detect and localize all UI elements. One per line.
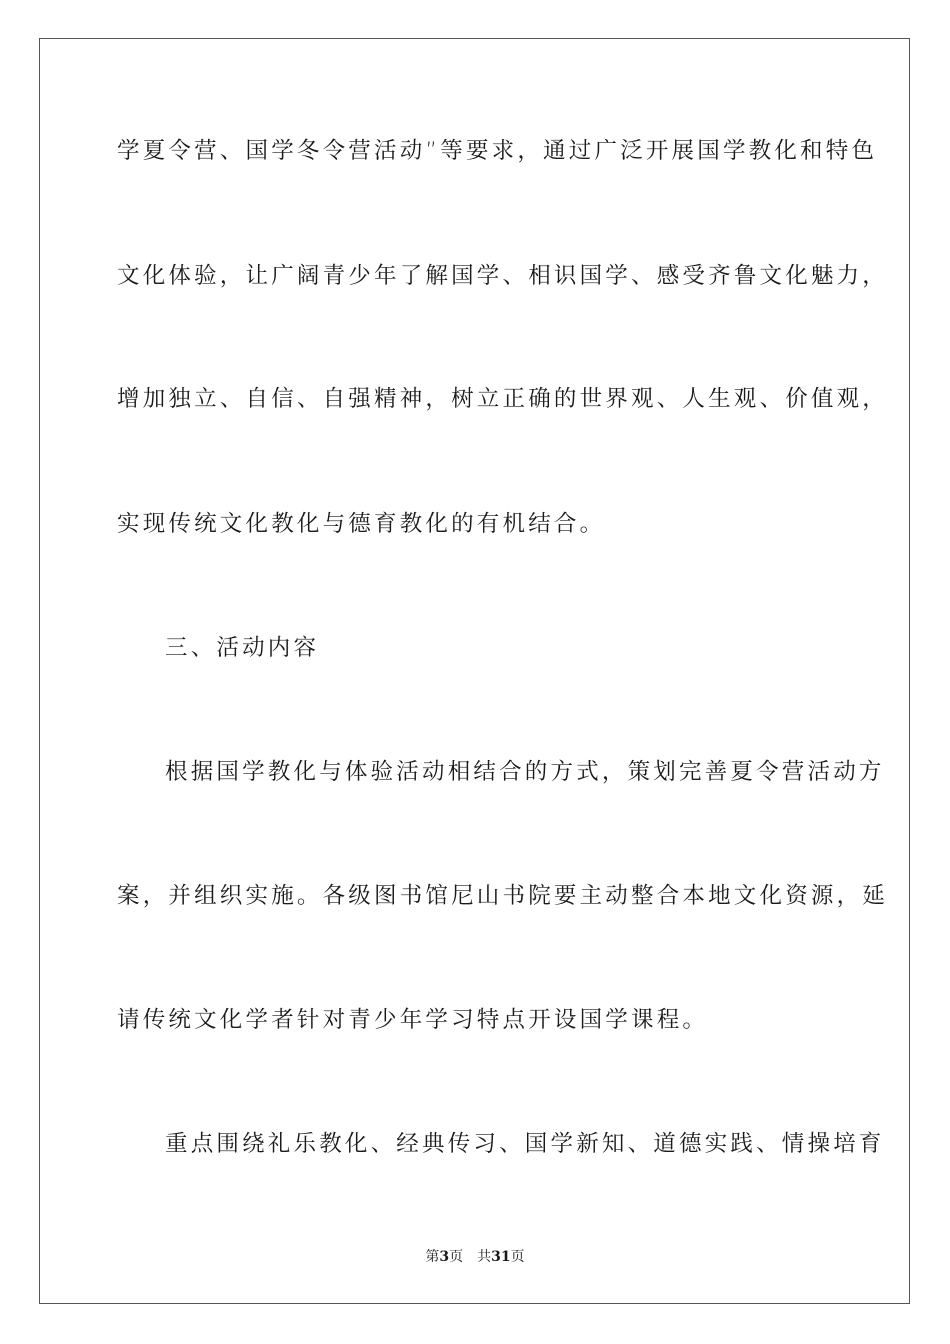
page-suffix: 页	[449, 1249, 464, 1265]
paragraph-line-1: 学夏令营、国学冬令营活动”等要求，通过广泛开展国学教化和特色	[117, 138, 878, 164]
section-heading: 三、活动内容	[165, 635, 320, 661]
paragraph-line-8: 重点围绕礼乐教化、经典传习、国学新知、道德实践、情操培育	[165, 1131, 885, 1157]
total-pages: 31	[491, 1249, 511, 1265]
page-number: 3	[439, 1249, 450, 1265]
page-prefix: 第	[425, 1249, 440, 1265]
page-footer	[0, 1248, 950, 1266]
total-prefix: 共	[477, 1249, 492, 1265]
paragraph-line-4: 实现传统文化教化与德育教化的有机结合。	[117, 511, 606, 537]
paragraph-line-6: 案，并组织实施。各级图书馆尼山书院要主动整合本地文化资源，延	[117, 883, 889, 909]
total-suffix: 页	[510, 1249, 525, 1265]
paragraph-line-2: 文化体验，让广阔青少年了解国学、相识国学、感受齐鲁文化魅力，	[117, 263, 889, 289]
paragraph-line-5: 根据国学教化与体验活动相结合的方式，策划完善夏令营活动方	[165, 759, 885, 785]
paragraph-line-3: 增加独立、自信、自强精神，树立正确的世界观、人生观、价值观，	[117, 386, 889, 412]
page-border	[39, 38, 910, 1304]
paragraph-line-7: 请传统文化学者针对青少年学习特点开设国学课程。	[117, 1007, 709, 1033]
